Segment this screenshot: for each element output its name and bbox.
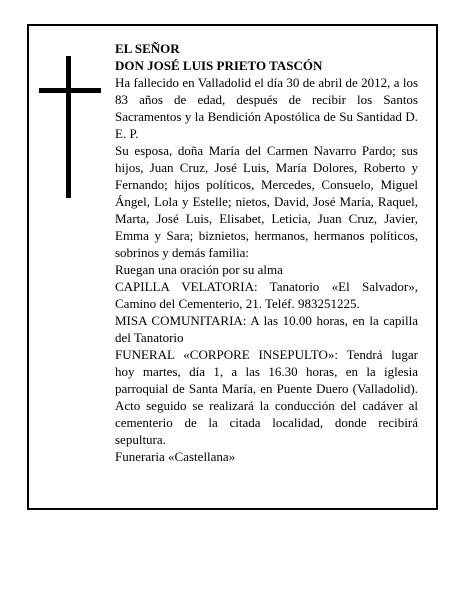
- funeral-info: FUNERAL «CORPORE INSEPULTO»: Tendrá lugar hoy martes, día 1, a las 16.30 horas, en la iglesia parroquial de Santa María, en Puente Duero (Valladolid). Acto seguido se realizará la conducción del cadáver al cementerio de la citada localidad, donde recibirá sepultura.: [115, 347, 418, 447]
- funeral-home: Funeraria «Castellana»: [115, 449, 236, 464]
- heading-title: EL SEÑOR: [115, 41, 180, 56]
- wake-chapel-info: CAPILLA VELATORIA: Tanatorio «El Salvador», Camino del Cementerio, 21. Teléf. 983251225.: [115, 279, 418, 311]
- cross-vertical-bar: [66, 56, 71, 198]
- obituary-notice: [27, 24, 438, 510]
- death-announcement: Ha fallecido en Valladolid el día 30 de abril de 2012, a los 83 años de edad, después de recibir los Santos Sacramentos y la Bendición Apostólica de Su Santidad D. E. P.: [115, 75, 418, 141]
- deceased-name: DON JOSÉ LUIS PRIETO TASCÓN: [115, 58, 323, 73]
- community-mass-info: MISA COMUNITARIA: A las 10.00 horas, en la capilla del Tanatorio: [115, 313, 418, 345]
- prayer-request: Ruegan una oración por su alma: [115, 262, 283, 277]
- latin-cross-icon: [39, 56, 101, 198]
- obituary-text: [115, 40, 418, 465]
- family-listing: Su esposa, doña María del Carmen Navarro Pardo; sus hijos, Juan Cruz, José Luis, María Dolores, Roberto y Fernando; hijos políticos, Mercedes, Consuelo, Miguel Ángel, Lola y Estelle; nietos, David, José María, Raquel, Marta, José Luis, Elisabet, Leticia, Juan Cruz, Javier, Emma y Sara; biznietos, hermanos, hermanos políticos, sobrinos y demás familia:: [115, 143, 418, 260]
- cross-horizontal-bar: [39, 88, 101, 93]
